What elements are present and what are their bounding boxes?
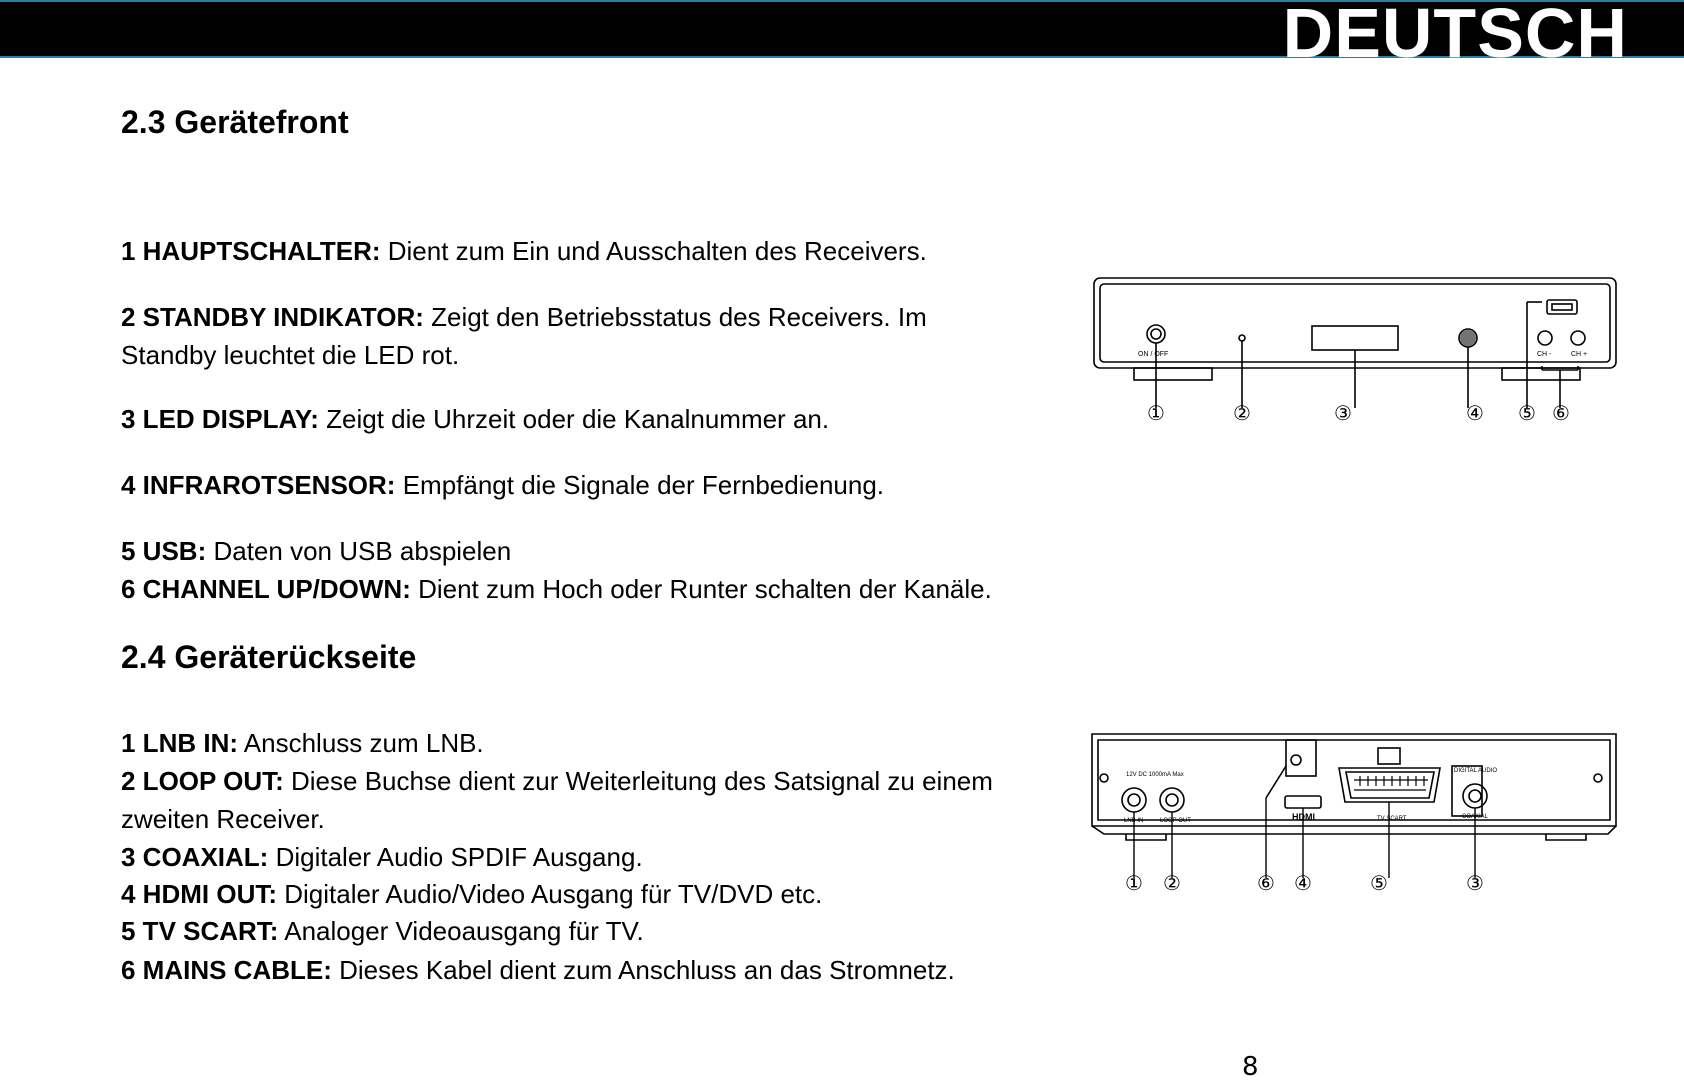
back-item-1: 1 LNB IN: Anschluss zum LNB. xyxy=(121,728,484,758)
front-item-6: 6 CHANNEL UP/DOWN: Dient zum Hoch oder Runter schalten der Kanäle. xyxy=(121,574,992,604)
back-item-2: 2 LOOP OUT: Diese Buchse dient zur Weiterleitung des Satsignal zu einem zweiten Receiver. xyxy=(121,766,993,834)
scart-label: TV SCART xyxy=(1377,816,1407,822)
rear-callout-2: ② xyxy=(1163,871,1181,895)
callout-2: ② xyxy=(1233,401,1251,425)
rear-callout-5: ⑤ xyxy=(1370,871,1388,895)
rear-panel-diagram xyxy=(1086,726,1626,898)
front-item-1: 1 HAUPTSCHALTER: Dient zum Ein und Ausschalten des Receivers. xyxy=(121,236,927,266)
front-item-3: 3 LED DISPLAY: Zeigt die Uhrzeit oder die Kanalnummer an. xyxy=(121,404,830,434)
hdmi-label: HDMI xyxy=(1292,812,1315,822)
back-item-5: 5 TV SCART: Analoger Videoausgang für TV. xyxy=(121,916,644,946)
rear-callout-4: ④ xyxy=(1294,871,1312,895)
coaxial-label: COAXIAL xyxy=(1462,814,1489,820)
rear-callout-1: ① xyxy=(1125,871,1143,895)
callout-5: ⑤ xyxy=(1518,401,1536,425)
digital-audio-label: DIGITAL AUDIO xyxy=(1454,768,1498,774)
language-title: DEUTSCH xyxy=(1282,0,1628,72)
callout-3: ③ xyxy=(1334,401,1352,425)
power-spec-label: 12V DC 1000mA Max xyxy=(1126,772,1184,778)
callout-4: ④ xyxy=(1466,401,1484,425)
front-item-4: 4 INFRAROTSENSOR: Empfängt die Signale der Fernbedienung. xyxy=(121,470,885,500)
front-item-5: 5 USB: Daten von USB abspielen xyxy=(121,536,512,566)
front-item-2: 2 STANDBY INDIKATOR: Zeigt den Betriebsstatus des Receivers. Im Standby leuchtet die LED rot. xyxy=(121,302,927,370)
back-item-4: 4 HDMI OUT: Digitaler Audio/Video Ausgang für TV/DVD etc. xyxy=(121,879,823,909)
section-front-title: 2.3 Gerätefront xyxy=(121,104,349,140)
header-bar xyxy=(0,0,1684,72)
power-label: ON / OFF xyxy=(1138,351,1169,358)
rear-callout-3: ③ xyxy=(1466,871,1484,895)
callout-6: ⑥ xyxy=(1552,401,1570,425)
lnb-in-label: LNB IN xyxy=(1124,818,1144,824)
ch-up-label: CH + xyxy=(1571,351,1588,358)
section-back-title: 2.4 Geräterückseite xyxy=(121,639,417,675)
back-item-6: 6 MAINS CABLE: Dieses Kabel dient zum Anschluss an das Stromnetz. xyxy=(121,955,955,985)
callout-1: ① xyxy=(1147,401,1165,425)
page-number: 8 xyxy=(1242,1052,1259,1082)
front-panel-diagram xyxy=(1090,270,1630,430)
loop-out-label: LOOP OUT xyxy=(1160,818,1191,824)
back-item-3: 3 COAXIAL: Digitaler Audio SPDIF Ausgang. xyxy=(121,842,643,872)
ch-down-label: CH - xyxy=(1537,351,1552,358)
rear-callout-6: ⑥ xyxy=(1257,871,1275,895)
